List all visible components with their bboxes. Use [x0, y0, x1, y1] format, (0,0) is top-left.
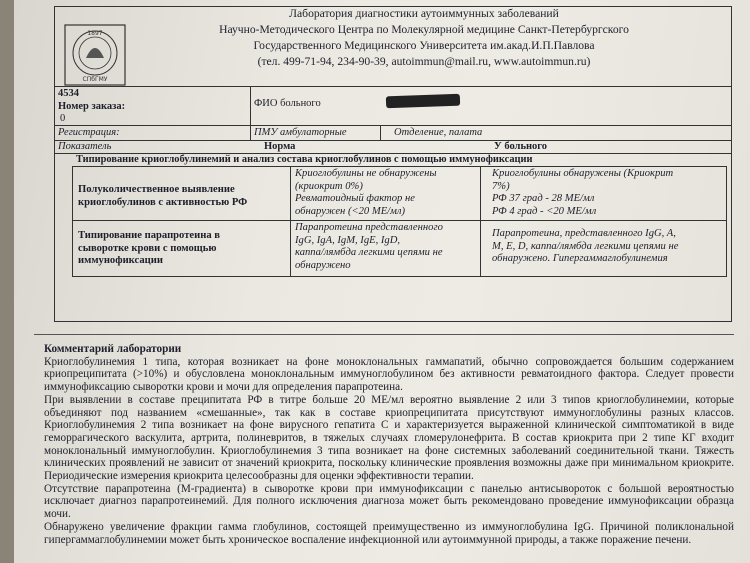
col-patient: У больного: [494, 141, 548, 152]
col-indicator: Показатель: [58, 141, 112, 152]
redacted-name: [386, 94, 460, 109]
header-line-3: Государственного Медицинского Университета им.акад.И.П.Павлова: [253, 39, 595, 52]
lab-header: [164, 6, 684, 70]
logo-text: СПбГМУ: [82, 76, 108, 83]
header-line-2: Научно-Методического Центра по Молекулярной медицине Санкт-Петербургского: [219, 23, 629, 36]
row1-norm: Криоглобулины не обнаружены (криокрит 0%) Ревматоидный фактор не обнаружен (<20 МЕ/мл): [295, 168, 437, 217]
registration-label: Регистрация:: [58, 127, 120, 138]
comment-paragraph: Отсутствие парапротеина (М-градиента) в сыворотке крови при иммунофиксации с панелью антисывороток с большой вероятностью исключает диагноз парапротеинемий. Для полного исключения диагноза может быть рекомендовано проведение иммунофиксации образца мочи.: [44, 482, 734, 521]
row2-norm: Парапротеина представленного IgG, IgA, IgM, IgE, IgD, каппа/лямбда легкими цепями не обнаружено: [295, 222, 443, 271]
order-value: 0: [60, 113, 66, 124]
lab-comments: [44, 343, 734, 546]
header-contacts: (тел. 499-71-94, 234-90-39, autoimmun@mail.ru, www.autoimmun.ru): [257, 55, 591, 68]
comment-paragraph: Обнаружено увеличение фракции гамма глобулинов, состоящей преимущественно из иммуноглобулина IgG. Причиной поликлональной гипергаммаглобулинемии может быть хроническое воспаление инфекционной или аутоиммунной природы, а также поражение печени.: [44, 520, 734, 546]
comment-paragraph: При выявлении в составе преципитата РФ в титре больше 20 МЕ/мл вероятно выявление 2 или 3 типов криоглобулинемии, которые объединяют под названием «смешанные», так как в составе криопреципитата присутствуют иммуноглобулины разных классов. Криоглобулинемия 2 типа возникает на фоне вирусного гепатита С и характеризуется выраженной клинической симптоматикой в виде геморрагического васкулита, артрита, полиневритов, в тяжелых случаях гломерулонефрита. В состав криокрита при 2 типе КГ входит моноклональный иммуноглобулин. Криоглобулинемия 3 типа возникает на фоне системных заболеваний соединительной ткани. Тяжесть клинических проявлений не зависит от значений криокрита, поскольку клинические проявления возможны даже при минимальном криокрите. Периодические измерения криокрита целесообразны для оценки эффективности терапии.: [44, 393, 734, 483]
logo-year: 1897: [87, 30, 103, 37]
comment-paragraph: Криоглобулинемия 1 типа, которая возникает на фоне моноклональных гаммапатий, обычно сопровождается большим содержанием криопреципитата (>10%) и обусловлена моноклональным иммуноглобулином без активности ревматоидного фактора. Следует провести иммунофиксацию сыворотки крови и мочи для определения парапротеина.: [44, 355, 734, 394]
university-logo: [64, 24, 126, 86]
order-label: Номер заказа:: [58, 101, 126, 112]
lab-report-sheet: [14, 0, 750, 563]
row1-patient: Криоглобулины обнаружены (Криокрит 7%) РФ 37 град - 28 МЕ/мл РФ 4 град - <20 МЕ/мл: [492, 168, 674, 217]
comments-title: Комментарий лаборатории: [44, 343, 182, 355]
row1-indicator: Полуколичественное выявление криоглобулинов с активностью РФ: [78, 184, 248, 208]
form-id: 4534: [58, 88, 79, 99]
row2-patient: Парапротеина, представленного IgG, A, M, E, D, каппа/лямбда легкими цепями не обнаружено. Гипергаммаглобулинемия: [492, 228, 679, 265]
row2-indicator: Типирование парапротеина в сыворотке крови с помощью иммунофиксации: [78, 230, 220, 267]
department-label: Отделение, палата: [394, 127, 483, 138]
department-value: ПМУ амбулаторные: [254, 127, 347, 138]
header-line-1: Лаборатория диагностики аутоиммунных заболеваний: [289, 7, 559, 20]
section-title: Типирование криоглобулинемий и анализ состава криоглобулинов с помощью иммунофиксации: [76, 154, 533, 165]
col-norm: Норма: [264, 141, 296, 152]
fio-label: ФИО больного: [254, 98, 321, 109]
